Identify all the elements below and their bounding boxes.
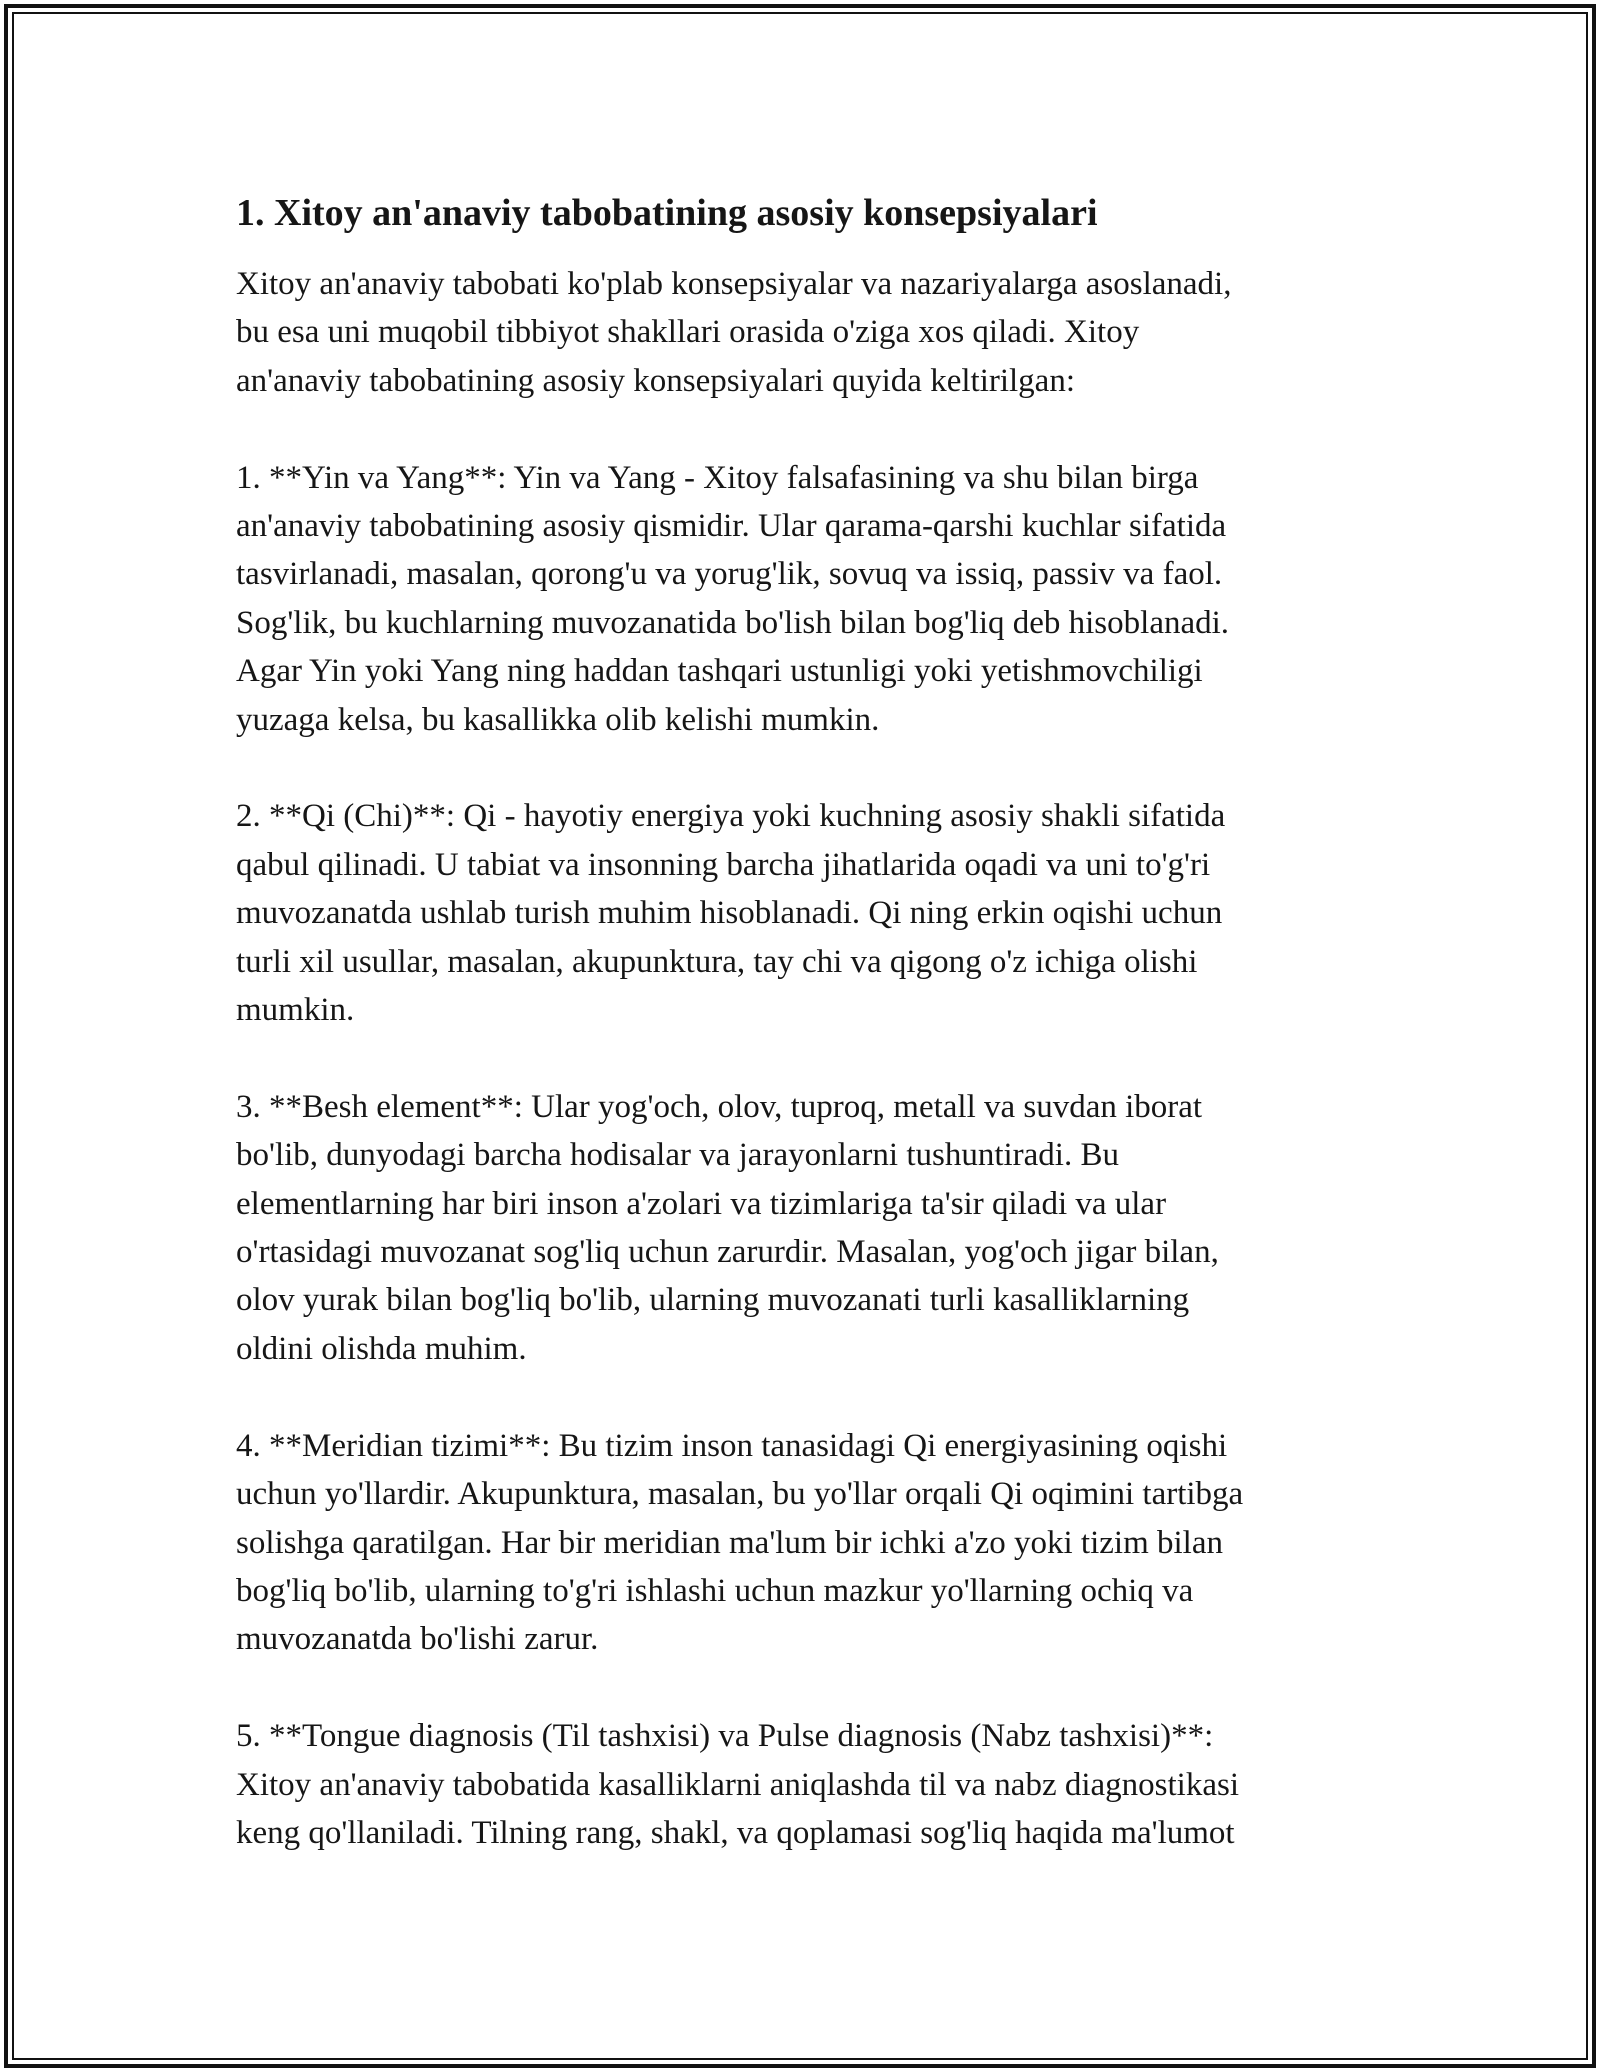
list-item-five-elements: 3. **Besh element**: Ular yog'och, olov, tuproq, metall va suvdan iborat bo'lib, dunyodagi barcha hodisalar va jarayonlarni tushuntiradi. Bu elementlarning har biri inson a'zolari va tizimlariga ta'sir qiladi va ular o'rtasidagi muvozanat sog'liq uchun zarurdir. Masalan, yog'och jigar bilan, olov yurak bilan bog'liq bo'lib, ularning muvozanati turli kasalliklarning oldini olishda muhim. — [236, 1088, 1219, 1367]
list-item-qi: 2. **Qi (Chi)**: Qi - hayotiy energiya yoki kuchning asosiy shakli sifatida qabul qilinadi. U tabiat va insonning barcha jihatlarida oqadi va uni to'g'ri muvozanatda ushlab turish muhim hisoblanadi. Qi ning erkin oqishi uchun turli xil usullar, masalan, akupunktura, tay chi va qigong o'z ichiga olishi mumkin. — [236, 798, 1226, 1029]
list-item-meridian: 4. **Meridian tizimi**: Bu tizim inson tanasidagi Qi energiyasining oqishi uchun yo'llardir. Akupunktura, masalan, bu yo'llar orqali Qi oqimini tartibga solishga qaratilgan. Har bir meridian ma'lum bir ichki a'zo yoki tizim bilan bog'liq bo'lib, ularning to'g'ri ishlashi uchun mazkur yo'llarning ochiq va muvozanatda bo'lishi zarur. — [236, 1427, 1244, 1658]
list-item-diagnosis: 5. **Tongue diagnosis (Til tashxisi) va Pulse diagnosis (Nabz tashxisi)**: Xitoy an'anaviy tabobatida kasalliklarni aniqlashda til va nabz diagnostikasi keng qo'llaniladi. Tilning rang, shakl, va qoplamasi sog'liq haqida ma'lumot — [236, 1718, 1240, 1851]
document-page — [236, 186, 1366, 1857]
section-heading: 1. Xitoy an'anaviy tabobatining asosiy konsepsiyalari — [236, 192, 1098, 234]
list-item-yin-yang: 1. **Yin va Yang**: Yin va Yang - Xitoy falsafasining va shu bilan birga an'anaviy tabobatining asosiy qismidir. Ular qarama-qarshi kuchlar sifatida tasvirlanadi, masalan, qorong'u va yorug'lik, sovuq va issiq, passiv va faol. Sog'lik, bu kuchlarning muvozanatida bo'lish bilan bog'liq deb hisoblanadi. Agar Yin yoki Yang ning haddan tashqari ustunligi yoki yetishmovchiligi yuzaga kelsa, bu kasallikka olib kelishi mumkin. — [236, 459, 1230, 738]
intro-paragraph: Xitoy an'anaviy tabobati ko'plab konsepsiyalar va nazariyalarga asoslanadi, bu esa uni muqobil tibbiyot shakllari orasida o'ziga xos qiladi. Xitoy an'anaviy tabobatining asosiy konsepsiyalari quyida keltirilgan: — [236, 266, 1232, 399]
